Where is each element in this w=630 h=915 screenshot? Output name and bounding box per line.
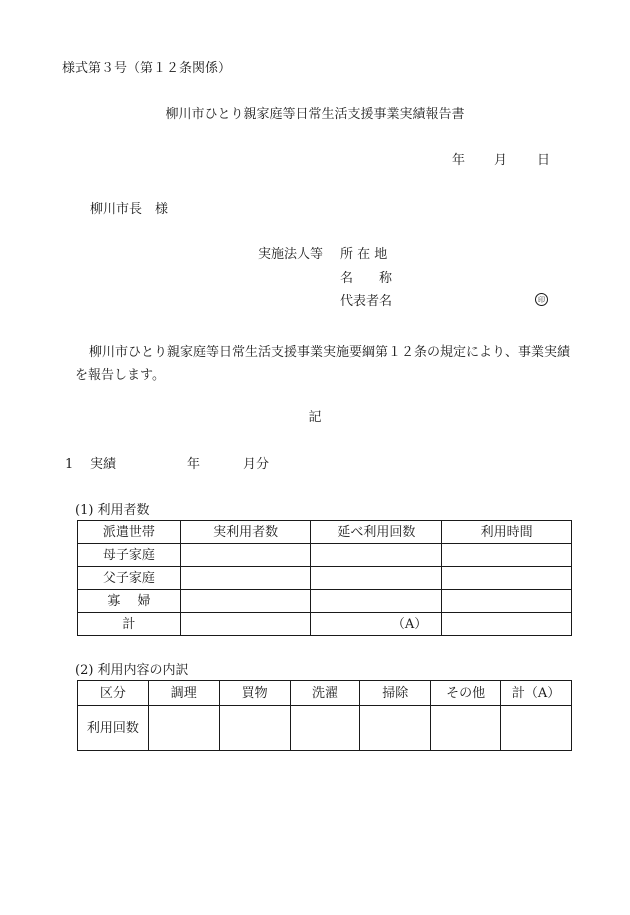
cell <box>180 567 311 590</box>
document-title: 柳川市ひとり親家庭等日常生活支援事業実績報告書 <box>165 107 465 122</box>
cell <box>219 706 290 751</box>
cell <box>442 613 572 636</box>
table-row <box>78 706 572 751</box>
section1-number: 1 <box>65 457 74 472</box>
section1-year-label: 年 <box>187 457 201 472</box>
date-year-label: 年 <box>452 153 466 168</box>
cell <box>180 544 311 567</box>
cell <box>442 590 572 613</box>
row-label: 母子家庭 <box>78 544 181 567</box>
table1-title: (1) 利用者数 <box>75 503 150 518</box>
cell <box>442 567 572 590</box>
applicant-label: 実施法人等 <box>258 247 324 262</box>
cell <box>501 706 572 751</box>
body-text: 柳川市ひとり親家庭等日常生活支援事業実施要綱第１２条の規定により、事業実績を報告します。 <box>75 345 571 383</box>
date-month-label: 月 <box>494 153 508 168</box>
table-header-row <box>78 681 572 706</box>
header-shopping: 買物 <box>219 681 290 706</box>
addressee: 柳川市長 様 <box>90 202 169 217</box>
name-label: 名 称 <box>340 271 393 286</box>
ki-heading: 記 <box>308 410 322 425</box>
row-label: 寡 婦 <box>78 590 181 613</box>
cell <box>148 706 219 751</box>
table-header-row <box>78 521 572 544</box>
table-row <box>78 567 572 590</box>
cell <box>180 613 311 636</box>
table-row <box>78 544 572 567</box>
header-cleaning: 掃除 <box>360 681 431 706</box>
cell <box>290 706 360 751</box>
total-uses-marker: （A） <box>311 613 442 636</box>
table-row-total <box>78 613 572 636</box>
cell <box>180 590 311 613</box>
cell <box>431 706 501 751</box>
cell <box>442 544 572 567</box>
users-count-table <box>77 520 572 636</box>
cell <box>311 590 442 613</box>
header-cooking: 調理 <box>148 681 219 706</box>
header-usage-hours: 利用時間 <box>442 521 572 544</box>
cell <box>311 567 442 590</box>
row-label: 計 <box>78 613 181 636</box>
table2-title: (2) 利用内容の内訳 <box>75 663 189 678</box>
section1-label: 実績 <box>90 457 117 472</box>
header-other: その他 <box>431 681 501 706</box>
header-total: 計（A） <box>501 681 572 706</box>
cell <box>311 544 442 567</box>
row-label: 利用回数 <box>78 706 149 751</box>
header-actual-users: 実利用者数 <box>180 521 311 544</box>
row-label: 父子家庭 <box>78 567 181 590</box>
header-total-uses: 延べ利用回数 <box>311 521 442 544</box>
table-row <box>78 590 572 613</box>
form-number: 様式第３号（第１２条関係） <box>62 61 232 76</box>
representative-label: 代表者名 <box>340 294 393 309</box>
usage-breakdown-table <box>77 680 572 751</box>
address-label: 所 在 地 <box>340 247 388 262</box>
date-day-label: 日 <box>537 153 551 168</box>
seal-icon: 印 <box>535 293 548 306</box>
section1-month-label: 月分 <box>243 457 270 472</box>
header-dispatch-household: 派遣世帯 <box>78 521 181 544</box>
cell <box>360 706 431 751</box>
header-category: 区分 <box>78 681 149 706</box>
header-laundry: 洗濯 <box>290 681 360 706</box>
